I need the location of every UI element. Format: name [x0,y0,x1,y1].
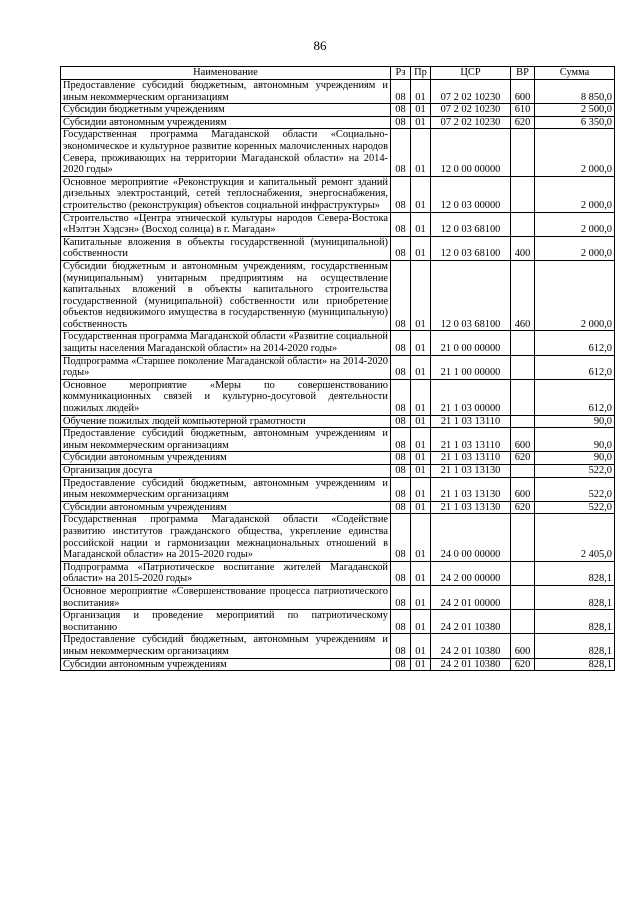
cell-vr: 600 [511,477,535,501]
cell-vr [511,176,535,212]
cell-vr: 600 [511,428,535,452]
cell-pr: 01 [411,634,431,658]
cell-sum: 522,0 [535,501,615,514]
table-row [61,658,615,671]
cell-name: Предоставление субсидий бюджетным, автономным учреждениям и иным некоммерческим организациям [61,428,391,452]
cell-csr: 24 2 01 00000 [431,585,511,609]
cell-csr: 21 0 00 00000 [431,331,511,355]
cell-name: Субсидии автономным учреждениям [61,116,391,129]
cell-rz: 08 [391,658,411,671]
cell-csr: 21 1 03 13110 [431,452,511,465]
table-row [61,176,615,212]
cell-rz: 08 [391,610,411,634]
cell-name: Организация досуга [61,465,391,478]
cell-pr: 01 [411,212,431,236]
cell-sum: 8 850,0 [535,80,615,104]
cell-rz: 08 [391,428,411,452]
cell-rz: 08 [391,501,411,514]
cell-pr: 01 [411,477,431,501]
cell-sum: 522,0 [535,477,615,501]
cell-vr [511,610,535,634]
cell-csr: 21 1 03 00000 [431,379,511,415]
cell-vr [511,212,535,236]
cell-csr: 24 2 01 10380 [431,658,511,671]
cell-rz: 08 [391,236,411,260]
cell-sum: 6 350,0 [535,116,615,129]
cell-csr: 21 1 03 13130 [431,477,511,501]
cell-pr: 01 [411,355,431,379]
cell-csr: 12 0 03 68100 [431,260,511,331]
table-row [61,465,615,478]
cell-csr: 07 2 02 10230 [431,80,511,104]
cell-pr: 01 [411,658,431,671]
cell-csr: 21 1 03 13110 [431,415,511,428]
cell-name: Предоставление субсидий бюджетным, автономным учреждениям и иным некоммерческим организациям [61,477,391,501]
cell-name: Основное мероприятие «Совершенствование процесса патриотического воспитания» [61,585,391,609]
cell-csr: 24 2 00 00000 [431,561,511,585]
cell-rz: 08 [391,634,411,658]
cell-vr [511,514,535,561]
table-row [61,379,615,415]
cell-pr: 01 [411,116,431,129]
cell-pr: 01 [411,129,431,176]
cell-csr: 24 2 01 10380 [431,610,511,634]
cell-rz: 08 [391,355,411,379]
cell-name: Субсидии бюджетным учреждениям [61,104,391,117]
cell-vr: 620 [511,452,535,465]
cell-vr: 460 [511,260,535,331]
cell-vr [511,379,535,415]
page-number: 86 [313,38,327,53]
cell-sum: 828,1 [535,561,615,585]
table-row [61,212,615,236]
cell-vr [511,585,535,609]
cell-rz: 08 [391,176,411,212]
cell-vr: 610 [511,104,535,117]
cell-rz: 08 [391,331,411,355]
column-header-rz: Рз [391,67,411,80]
cell-vr [511,465,535,478]
table-row [61,610,615,634]
cell-name: Строительство «Центра этнической культуры народов Севера-Востока «Нэлтэн Хэдсэн» (Восход солнца) в г. Магадан» [61,212,391,236]
cell-sum: 2 000,0 [535,236,615,260]
budget-table [60,66,615,671]
cell-sum: 522,0 [535,465,615,478]
cell-csr: 07 2 02 10230 [431,104,511,117]
table-row [61,236,615,260]
cell-sum: 828,1 [535,658,615,671]
cell-vr: 620 [511,501,535,514]
cell-rz: 08 [391,104,411,117]
cell-name: Капитальные вложения в объекты государственной (муниципальной) собственности [61,236,391,260]
table-row [61,331,615,355]
table-row [61,260,615,331]
cell-sum: 2 000,0 [535,212,615,236]
cell-sum: 90,0 [535,428,615,452]
cell-csr: 21 1 03 13130 [431,501,511,514]
cell-rz: 08 [391,585,411,609]
cell-csr: 24 2 01 10380 [431,634,511,658]
column-header-sum: Сумма [535,67,615,80]
column-header-csr: ЦСР [431,67,511,80]
cell-name: Подпрограмма «Старшее поколение Магаданской области» на 2014-2020 годы» [61,355,391,379]
cell-name: Предоставление субсидий бюджетным, автономным учреждениям и иным некоммерческим организациям [61,634,391,658]
table-row [61,355,615,379]
cell-name: Государственная программа Магаданской области «Развитие социальной защиты населения Магаданской области» на 2014-2020 годы» [61,331,391,355]
cell-vr [511,355,535,379]
cell-pr: 01 [411,585,431,609]
cell-sum: 612,0 [535,355,615,379]
cell-pr: 01 [411,561,431,585]
cell-sum: 90,0 [535,452,615,465]
cell-vr: 400 [511,236,535,260]
cell-vr: 620 [511,658,535,671]
cell-vr [511,129,535,176]
table-row [61,501,615,514]
cell-sum: 2 500,0 [535,104,615,117]
cell-vr: 600 [511,634,535,658]
cell-name: Субсидии автономным учреждениям [61,658,391,671]
cell-vr [511,415,535,428]
cell-rz: 08 [391,212,411,236]
column-header-name: Наименование [61,67,391,80]
cell-csr: 12 0 03 68100 [431,236,511,260]
cell-name: Подпрограмма «Патриотическое воспитание жителей Магаданской области» на 2015-2020 годы» [61,561,391,585]
cell-sum: 2 000,0 [535,176,615,212]
cell-sum: 612,0 [535,379,615,415]
cell-vr [511,331,535,355]
cell-sum: 828,1 [535,585,615,609]
cell-sum: 612,0 [535,331,615,355]
table-row [61,634,615,658]
table-row [61,477,615,501]
table-row [61,415,615,428]
cell-name: Государственная программа Магаданской области «Социально-экономическое и культурное развитие коренных малочисленных народов Севера, проживающих на территории Магаданской области» на 2014-2020 годы» [61,129,391,176]
cell-rz: 08 [391,129,411,176]
cell-name: Обучение пожилых людей компьютерной грамотности [61,415,391,428]
table-row [61,585,615,609]
cell-pr: 01 [411,176,431,212]
table-row [61,116,615,129]
cell-sum: 2 000,0 [535,260,615,331]
cell-rz: 08 [391,260,411,331]
cell-name: Субсидии автономным учреждениям [61,501,391,514]
table-row [61,129,615,176]
cell-pr: 01 [411,236,431,260]
table-row [61,561,615,585]
cell-rz: 08 [391,379,411,415]
cell-pr: 01 [411,428,431,452]
cell-vr: 620 [511,116,535,129]
cell-name: Государственная программа Магаданской области «Содействие развитию институтов гражданского общества, укрепление единства российской нации и гармонизации межнациональных отношений в Магаданской области» на 2015-2020 годы» [61,514,391,561]
cell-pr: 01 [411,452,431,465]
cell-sum: 2 000,0 [535,129,615,176]
cell-sum: 2 405,0 [535,514,615,561]
cell-csr: 21 1 00 00000 [431,355,511,379]
cell-name: Предоставление субсидий бюджетным, автономным учреждениям и иным некоммерческим организациям [61,80,391,104]
cell-pr: 01 [411,260,431,331]
cell-rz: 08 [391,415,411,428]
cell-rz: 08 [391,465,411,478]
table-row [61,80,615,104]
cell-name: Организация и проведение мероприятий по патриотическому воспитанию [61,610,391,634]
table-row [61,452,615,465]
cell-csr: 12 0 03 68100 [431,212,511,236]
cell-name: Основное мероприятие «Меры по совершенствованию коммуникационных связей и культурно-досуговой деятельности пожилых людей» [61,379,391,415]
cell-pr: 01 [411,379,431,415]
cell-rz: 08 [391,452,411,465]
table-body [61,80,615,671]
cell-csr: 21 1 03 13110 [431,428,511,452]
cell-rz: 08 [391,116,411,129]
cell-csr: 07 2 02 10230 [431,116,511,129]
table-header-row [61,67,615,80]
column-header-vr: ВР [511,67,535,80]
cell-csr: 21 1 03 13130 [431,465,511,478]
cell-csr: 12 0 00 00000 [431,129,511,176]
cell-name: Субсидии бюджетным и автономным учреждениям, государственным (муниципальным) унитарным предприятиям на осуществление капитальных вложений в объекты капитального строительства государственной (муниципальной) собственности или приобретение объектов недвижимого имущества в государственную (муниципальную) собственность [61,260,391,331]
cell-pr: 01 [411,610,431,634]
column-header-pr: Пр [411,67,431,80]
cell-pr: 01 [411,415,431,428]
cell-pr: 01 [411,514,431,561]
cell-csr: 24 0 00 00000 [431,514,511,561]
cell-pr: 01 [411,331,431,355]
table-row [61,428,615,452]
cell-vr [511,561,535,585]
cell-name: Основное мероприятие «Реконструкция и капитальный ремонт зданий дизельных электростанций, сетей теплоснабжения, энергоснабжения, строительство (реконструкция) объектов социальной инфраструктуры» [61,176,391,212]
table-row [61,514,615,561]
cell-pr: 01 [411,80,431,104]
cell-rz: 08 [391,561,411,585]
cell-sum: 828,1 [535,610,615,634]
cell-sum: 828,1 [535,634,615,658]
cell-pr: 01 [411,104,431,117]
cell-pr: 01 [411,501,431,514]
table-row [61,104,615,117]
cell-vr: 600 [511,80,535,104]
cell-sum: 90,0 [535,415,615,428]
cell-csr: 12 0 03 00000 [431,176,511,212]
cell-rz: 08 [391,477,411,501]
cell-pr: 01 [411,465,431,478]
cell-name: Субсидии автономным учреждениям [61,452,391,465]
cell-rz: 08 [391,514,411,561]
cell-rz: 08 [391,80,411,104]
